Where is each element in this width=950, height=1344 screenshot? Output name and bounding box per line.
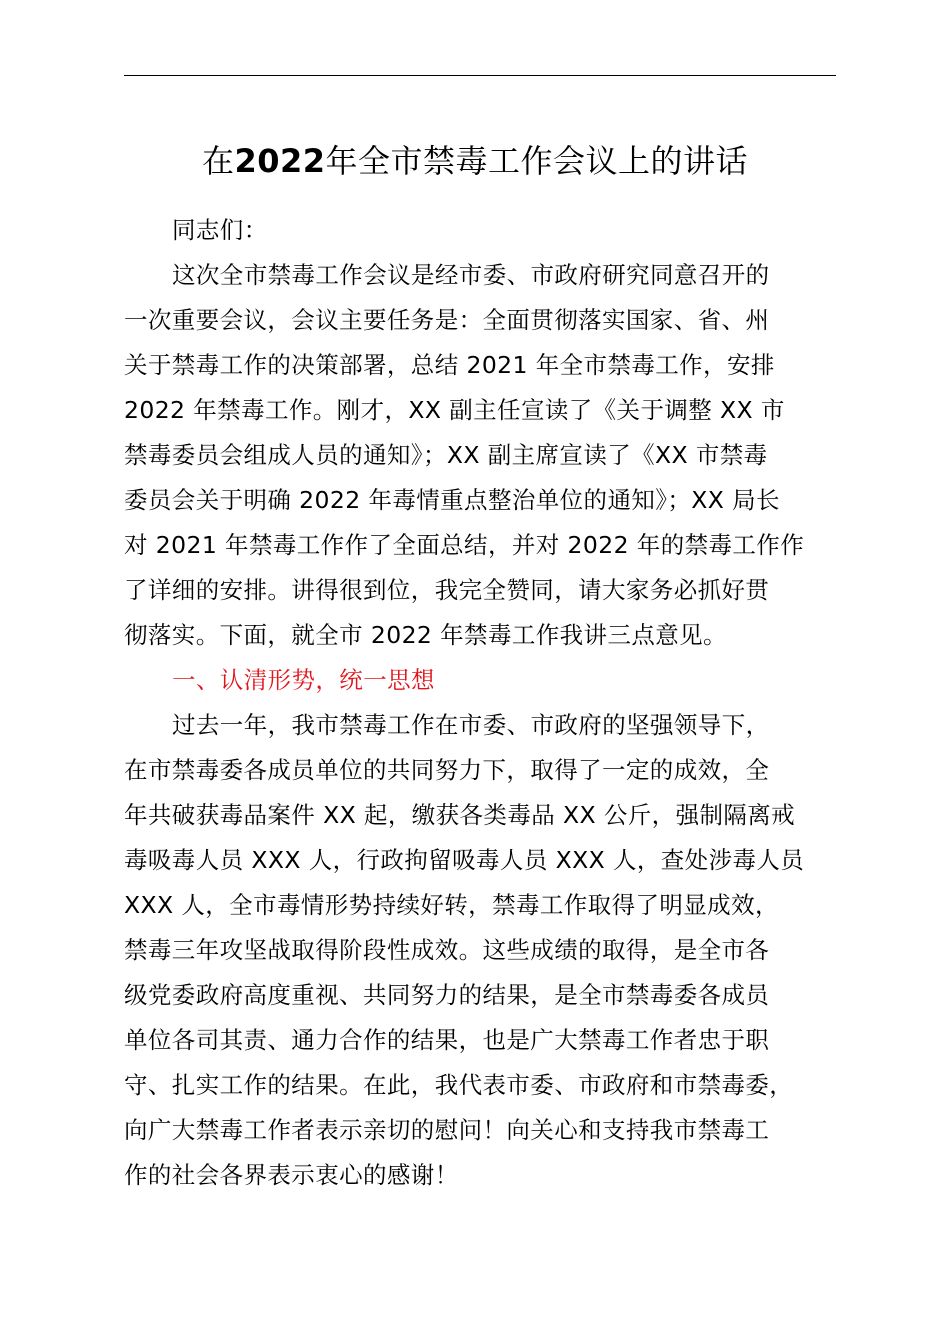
- section-heading-1: 一、认清形势，统一思想: [172, 666, 435, 694]
- paragraph-line: XXX 人，全市毒情形势持续好转，禁毒工作取得了明显成效，: [124, 891, 779, 919]
- paragraph-line: 向广大禁毒工作者表示亲切的慰问！向关心和支持我市禁毒工: [124, 1116, 770, 1144]
- paragraph-line: 了详细的安排。讲得很到位，我完全赞同，请大家务必抓好贯: [124, 576, 770, 604]
- paragraph-line: 禁毒委员会组成人员的通知》；XX 副主席宣读了《XX 市禁毒: [124, 441, 768, 469]
- paragraph-line: 级党委政府高度重视、共同努力的结果，是全市禁毒委各成员: [124, 981, 770, 1009]
- title-year: 2022: [234, 142, 326, 180]
- paragraph-2: [124, 703, 844, 1198]
- paragraph-line: 关于禁毒工作的决策部署，总结 2021 年全市禁毒工作，安排: [124, 351, 775, 379]
- paragraph-line: 年共破获毒品案件 XX 起，缴获各类毒品 XX 公斤，强制隔离戒: [124, 801, 796, 829]
- paragraph-line: 在市禁毒委各成员单位的共同努力下，取得了一定的成效，全: [124, 756, 770, 784]
- paragraph-line: 彻落实。下面，就全市 2022 年禁毒工作我讲三点意见。: [124, 621, 727, 649]
- paragraph-line: 禁毒三年攻坚战取得阶段性成效。这些成绩的取得，是全市各: [124, 936, 770, 964]
- paragraph-line: 过去一年，我市禁毒工作在市委、市政府的坚强领导下，: [172, 711, 770, 739]
- paragraph-line: 对 2021 年禁毒工作作了全面总结，并对 2022 年的禁毒工作作: [124, 531, 805, 559]
- paragraph-line: 单位各司其责、通力合作的结果，也是广大禁毒工作者忠于职: [124, 1026, 770, 1054]
- paragraph-line: 一次重要会议，会议主要任务是：全面贯彻落实国家、省、州: [124, 306, 770, 334]
- paragraph-1: [124, 253, 844, 658]
- paragraph-line: 毒吸毒人员 XXX 人，行政拘留吸毒人员 XXX 人，查处涉毒人员: [124, 846, 805, 874]
- document-title: [0, 136, 950, 186]
- header-rule: [124, 75, 836, 76]
- paragraph-line: 作的社会各界表示衷心的感谢！: [124, 1161, 459, 1189]
- title-suffix: 年全市禁毒工作会议上的讲话: [325, 142, 749, 180]
- paragraph-line: 2022 年禁毒工作。刚才，XX 副主任宣读了《关于调整 XX 市: [124, 396, 785, 424]
- paragraph-line: 委员会关于明确 2022 年毒情重点整治单位的通知》；XX 局长: [124, 486, 780, 514]
- paragraph-line: 守、扎实工作的结果。在此，我代表市委、市政府和市禁毒委，: [124, 1071, 794, 1099]
- title-prefix: 在: [201, 142, 235, 180]
- paragraph-line: 这次全市禁毒工作会议是经市委、市政府研究同意召开的: [172, 261, 770, 289]
- document-body: [124, 208, 844, 1198]
- greeting: 同志们：: [172, 216, 268, 244]
